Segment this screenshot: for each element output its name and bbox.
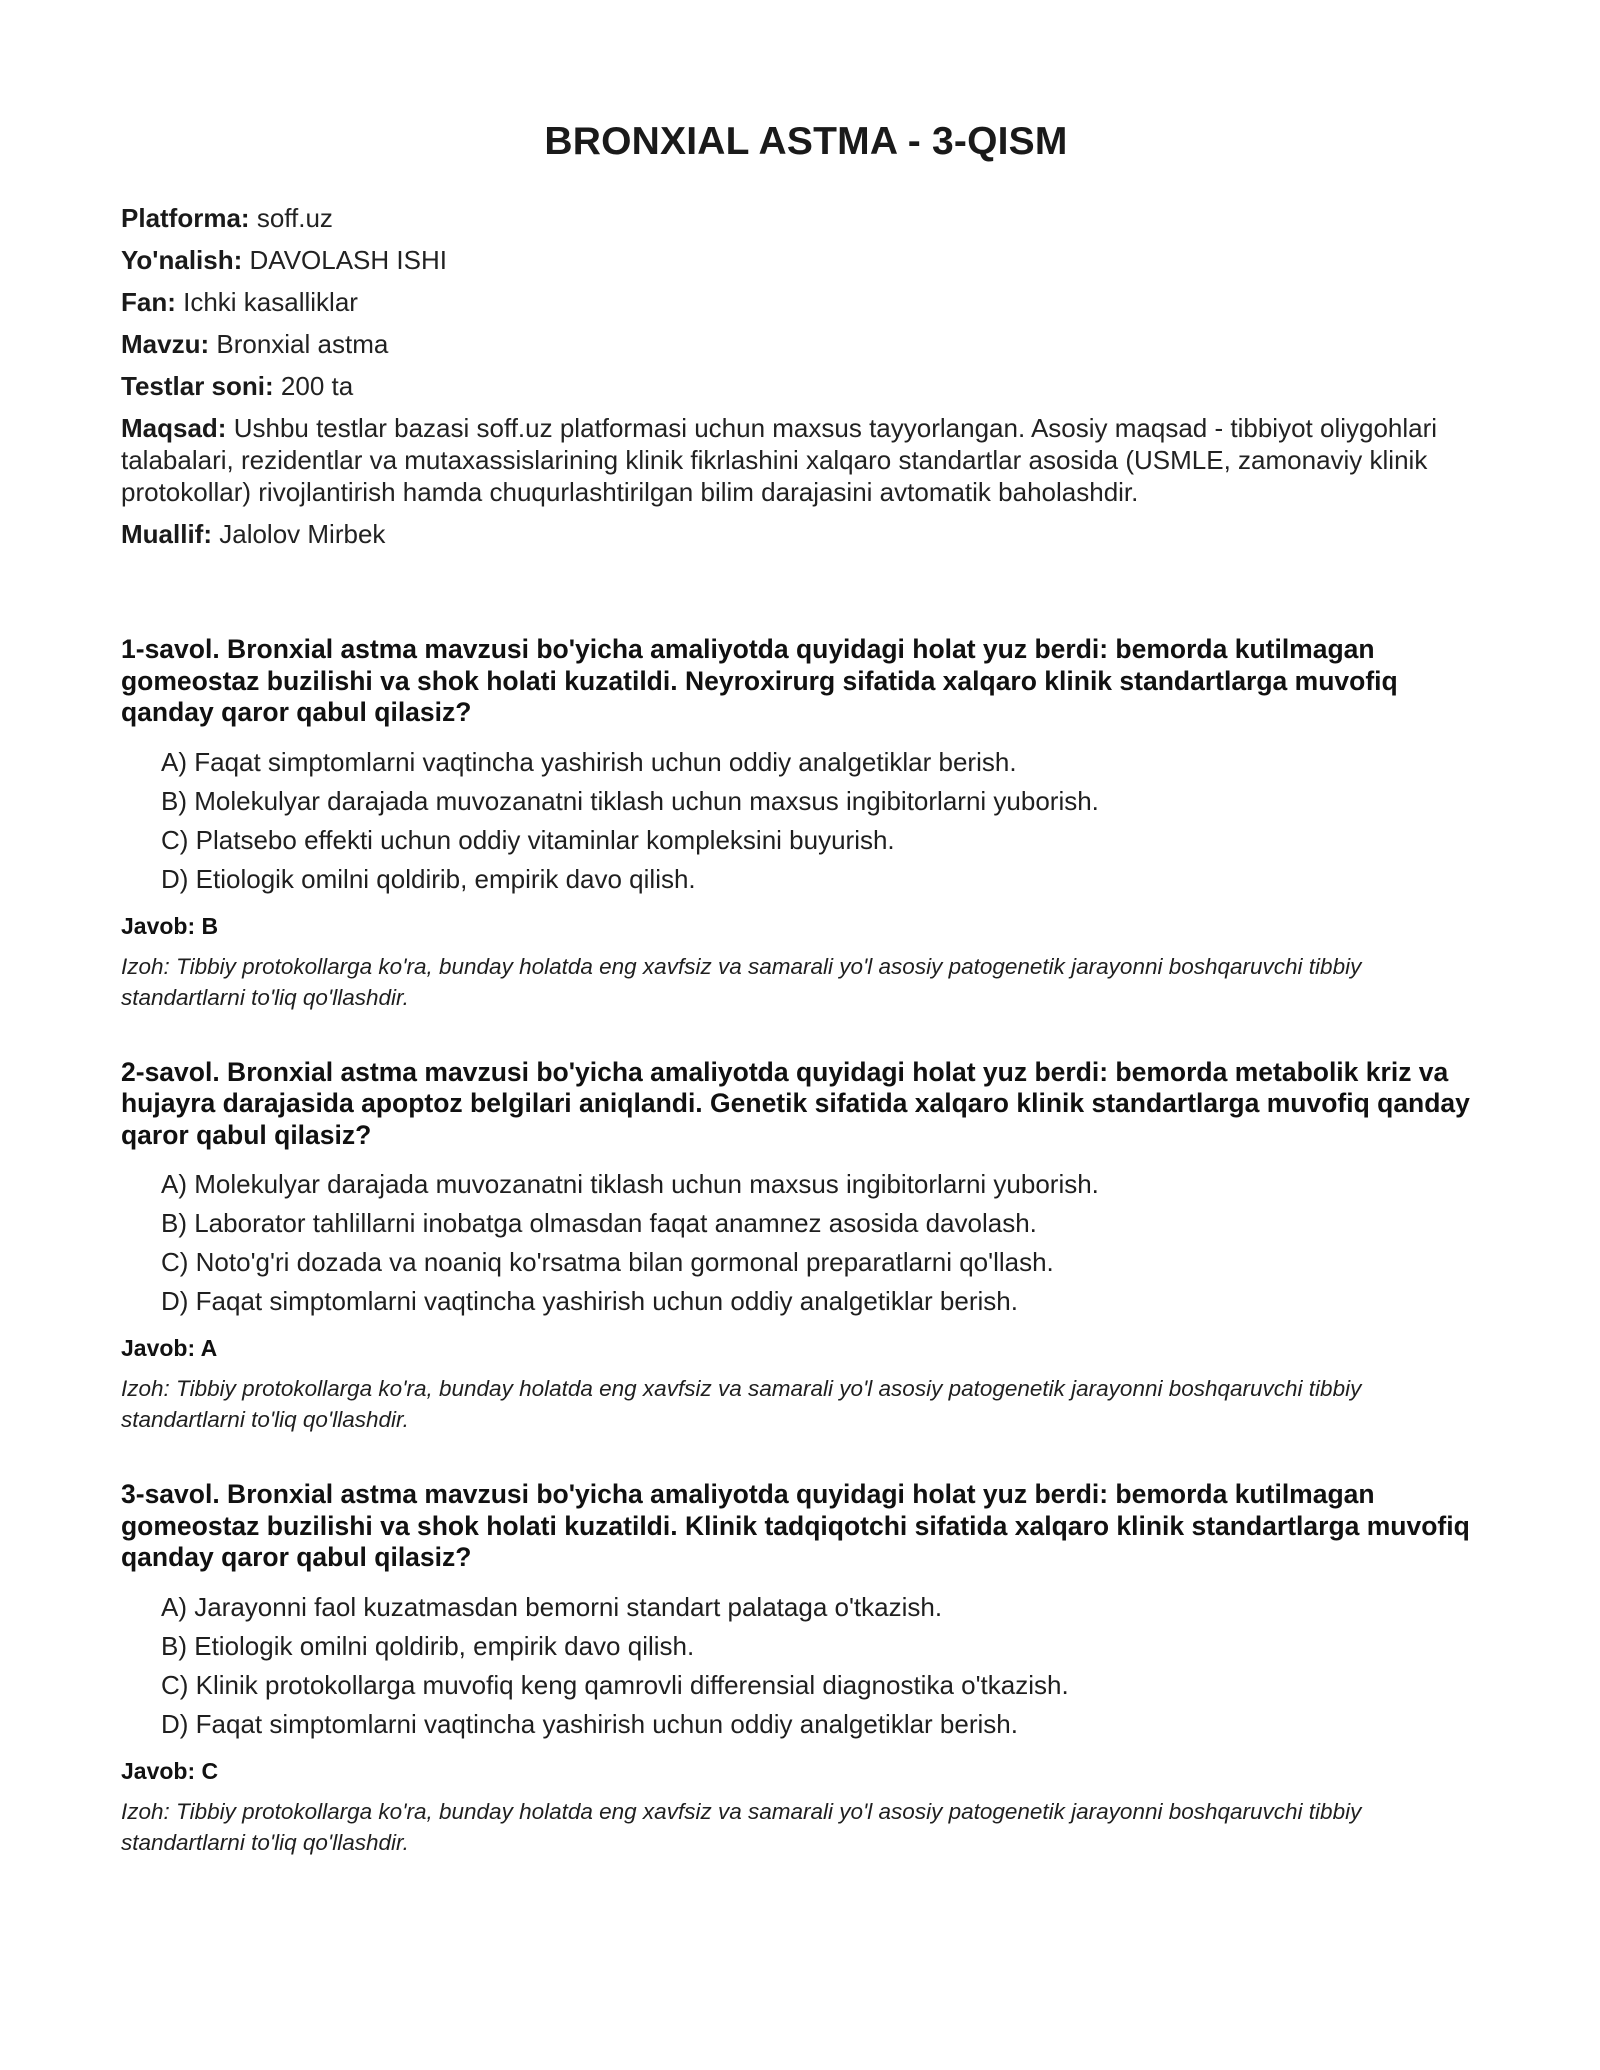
meta-value: soff.uz xyxy=(256,203,333,233)
question-2 xyxy=(121,1057,1491,1436)
explanation-note: Izoh: Tibbiy protokollarga ko'ra, bunday holatda eng xavfsiz va samarali yo'l asosiy patogenetik jarayonni boshqaruvchi tibbiy standartlarni to'liq qo'llashdir. xyxy=(121,953,1362,1010)
options-list xyxy=(161,1588,1491,1744)
meta-block xyxy=(121,202,1491,550)
option-c: C) Platsebo effekti uchun oddiy vitaminlar kompleksini buyurish. xyxy=(161,824,895,855)
meta-mavzu xyxy=(121,328,1491,360)
answer: Javob: A xyxy=(121,1335,218,1361)
meta-platforma xyxy=(121,202,1491,234)
explanation-note: Izoh: Tibbiy protokollarga ko'ra, bunday holatda eng xavfsiz va samarali yo'l asosiy patogenetik jarayonni boshqaruvchi tibbiy standartlarni to'liq qo'llashdir. xyxy=(121,1798,1362,1855)
option-a: A) Molekulyar darajada muvozanatni tiklash uchun maxsus ingibitorlarni yuborish. xyxy=(161,1169,1099,1199)
meta-label: Fan: xyxy=(121,287,176,317)
meta-value: Ichki kasalliklar xyxy=(183,287,358,317)
meta-value: 200 ta xyxy=(280,371,354,401)
option-c: C) Noto'g'ri dozada va noaniq ko'rsatma bilan gormonal preparatlarni qo'llash. xyxy=(161,1247,1054,1277)
meta-label: Yo'nalish: xyxy=(121,245,243,275)
answer: Javob: B xyxy=(121,912,219,939)
document-page xyxy=(121,120,1491,1902)
meta-value: Bronxial astma xyxy=(216,329,389,359)
option-b: B) Molekulyar darajada muvozanatni tiklash uchun maxsus ingibitorlarni yuborish. xyxy=(161,785,1099,816)
meta-value: Ushbu testlar bazasi soff.uz platformasi uchun maxsus tayyorlangan. Asosiy maqsad - tibbiyot oliygohlari talabalari, rezidentlar va mutaxassislarining klinik fikrlashini xalqaro standartlar asosida (USMLE, zamonaviy klinik protokollar) rivojlantirish hamda chuqurlashtirilgan bilim darajasini avtomatik baholashdir. xyxy=(121,413,1438,507)
option-a: A) Faqat simptomlarni vaqtincha yashirish uchun oddiy analgetiklar berish. xyxy=(161,746,1017,777)
option-a: A) Jarayonni faol kuzatmasdan bemorni standart palataga o'tkazish. xyxy=(161,1591,943,1622)
meta-label: Platforma: xyxy=(121,203,250,233)
question-text: 3-savol. Bronxial astma mavzusi bo'yicha amaliyotda quyidagi holat yuz berdi: bemorda kutilmagan gomeostaz buzilishi va shok holati kuzatildi. Klinik tadqiqotchi sifatida xalqaro klinik standartlarga muvofiq qanday qaror qabul qilasiz? xyxy=(121,1479,1470,1572)
option-b: B) Laborator tahlillarni inobatga olmasdan faqat anamnez asosida davolash. xyxy=(161,1208,1037,1238)
document-title: BRONXIAL ASTMA - 3-QISM xyxy=(544,120,1068,163)
meta-fan xyxy=(121,286,1491,318)
meta-testlar-soni xyxy=(121,370,1491,402)
answer: Javob: C xyxy=(121,1757,219,1784)
questions-list xyxy=(121,634,1491,1858)
meta-muallif xyxy=(121,518,1491,550)
meta-maqsad xyxy=(121,412,1491,508)
question-text: 2-savol. Bronxial astma mavzusi bo'yicha amaliyotda quyidagi holat yuz berdi: bemorda metabolik kriz va hujayra darajasida apoptoz belgilari aniqlandi. Genetik sifatida xalqaro klinik standartlarga muvofiq qanday qaror qabul qilasiz? xyxy=(121,1056,1470,1150)
meta-yonalish xyxy=(121,244,1491,276)
meta-label: Testlar soni: xyxy=(121,371,274,401)
meta-label: Muallif: xyxy=(121,519,212,549)
meta-value: Jalolov Mirbek xyxy=(219,519,386,549)
option-d: D) Faqat simptomlarni vaqtincha yashirish uchun oddiy analgetiklar berish. xyxy=(161,1708,1018,1739)
option-d: D) Faqat simptomlarni vaqtincha yashirish uchun oddiy analgetiklar berish. xyxy=(161,1286,1018,1316)
option-c: C) Klinik protokollarga muvofiq keng qamrovli differensial diagnostika o'tkazish. xyxy=(161,1669,1069,1700)
options-list xyxy=(161,1165,1491,1321)
option-b: B) Etiologik omilni qoldirib, empirik davo qilish. xyxy=(161,1630,695,1661)
option-d: D) Etiologik omilni qoldirib, empirik davo qilish. xyxy=(161,863,696,894)
meta-value: DAVOLASH ISHI xyxy=(249,245,447,275)
options-list xyxy=(161,743,1491,899)
question-text: 1-savol. Bronxial astma mavzusi bo'yicha amaliyotda quyidagi holat yuz berdi: bemorda kutilmagan gomeostaz buzilishi va shok holati kuzatildi. Neyroxirurg sifatida xalqaro klinik standartlarga muvofiq qanday qaror qabul qilasiz? xyxy=(121,634,1398,727)
question-3 xyxy=(121,1479,1491,1858)
explanation-note: Izoh: Tibbiy protokollarga ko'ra, bunday holatda eng xavfsiz va samarali yo'l asosiy patogenetik jarayonni boshqaruvchi tibbiy standartlarni to'liq qo'llashdir. xyxy=(121,1376,1362,1432)
meta-label: Maqsad: xyxy=(121,413,227,443)
meta-label: Mavzu: xyxy=(121,329,210,359)
question-1 xyxy=(121,634,1491,1013)
